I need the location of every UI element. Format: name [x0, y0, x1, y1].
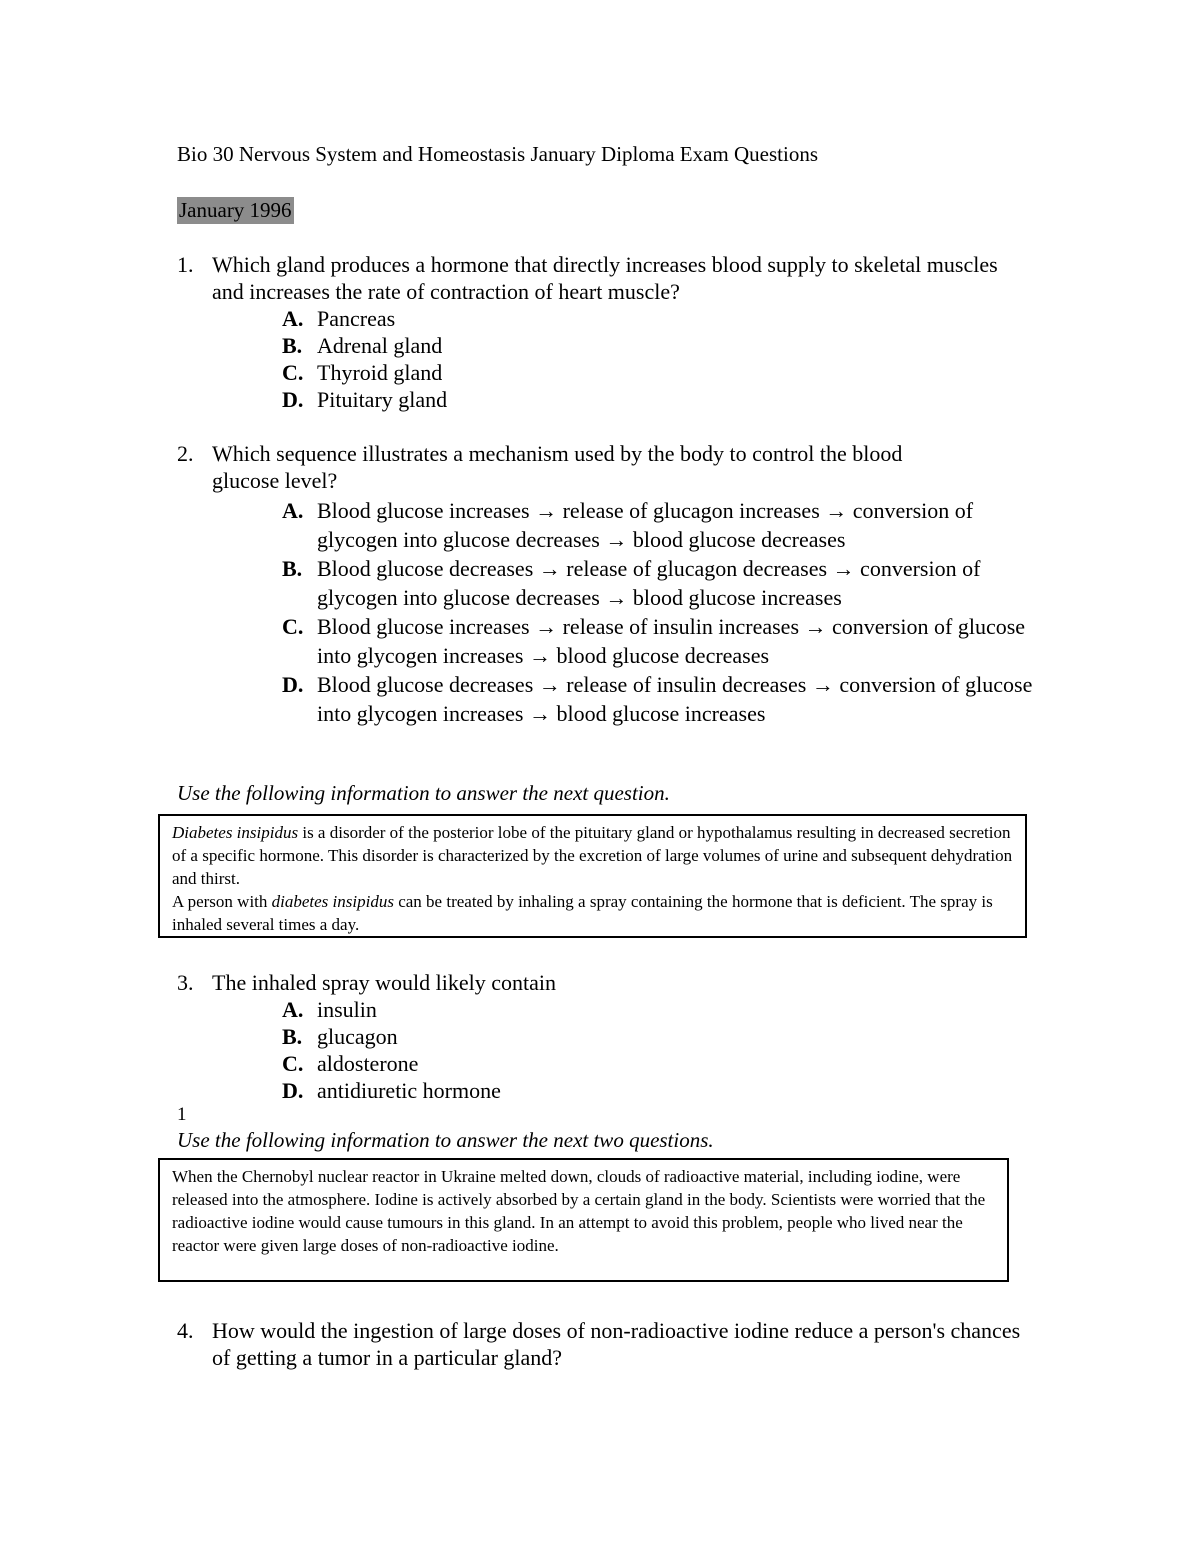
- info-text: is a disorder of the posterior lobe of the pituitary gland or hypothalamus resulting in decreased secretion of a specific hormone. This disorder is characterized by the excretion of large volumes of urine and subsequent dehydration and thirst.: [172, 823, 1013, 888]
- question-number: 1.: [177, 252, 194, 277]
- info-box-chernobyl: [158, 1158, 1009, 1282]
- option-b: [282, 332, 1002, 359]
- option-text: Blood glucose decreases → release of insulin decreases → conversion of glucose into glycogen increases → blood glucose increases: [317, 672, 1033, 726]
- question-stem: Which sequence illustrates a mechanism used by the body to control the blood glucose level?: [212, 441, 903, 493]
- option-c: [282, 1050, 1012, 1077]
- option-a: [282, 496, 1037, 554]
- options-list: [282, 496, 1037, 728]
- option-text: glucagon: [317, 1024, 398, 1049]
- term-italic: Diabetes insipidus: [172, 823, 299, 842]
- question-number: 4.: [177, 1318, 194, 1343]
- option-letter: C.: [282, 614, 304, 639]
- option-letter: C.: [282, 1051, 304, 1076]
- option-letter: B.: [282, 556, 303, 581]
- option-text: insulin: [317, 997, 377, 1022]
- question-number: 3.: [177, 970, 194, 995]
- info-text: When the Chernobyl nuclear reactor in Ukraine melted down, clouds of radioactive material, including iodine, were released into the atmosphere. Iodine is actively absorbed by a certain gland in the body. Scientists were worried that the radioactive iodine would cause tumours in this gland. In an attempt to avoid this problem, people who lived near the reactor were given large doses of non-radioactive iodine.: [172, 1167, 986, 1255]
- option-d: [282, 386, 1002, 413]
- option-c: [282, 612, 1037, 670]
- question-2: [177, 440, 1037, 728]
- instruction-text: Use the following information to answer the next question.: [177, 781, 670, 805]
- option-letter: A.: [282, 997, 304, 1022]
- option-c: [282, 359, 1002, 386]
- option-text: Thyroid gland: [317, 360, 443, 385]
- option-text: antidiuretic hormone: [317, 1078, 501, 1103]
- option-letter: D.: [282, 1078, 304, 1103]
- question-stem: The inhaled spray would likely contain: [212, 970, 556, 995]
- instruction-text: Use the following information to answer the next two questions.: [177, 1128, 714, 1152]
- option-letter: D.: [282, 672, 304, 697]
- page-title: Bio 30 Nervous System and Homeostasis January Diploma Exam Questions: [177, 142, 819, 166]
- page-number: 1: [177, 1104, 187, 1125]
- option-letter: B.: [282, 1024, 303, 1049]
- question-4: [177, 1317, 1022, 1371]
- option-text: Pancreas: [317, 306, 396, 331]
- option-letter: D.: [282, 387, 304, 412]
- option-d: [282, 1077, 1012, 1104]
- info-paragraph: [172, 821, 1013, 890]
- info-box-diabetes: [158, 814, 1027, 938]
- info-text: can be treated by inhaling a spray containing the hormone that is deficient. The spray is inhaled several times a day.: [172, 892, 993, 934]
- option-a: [282, 996, 1012, 1023]
- question-stem: Which gland produces a hormone that directly increases blood supply to skeletal muscles and increases the rate of contraction of heart muscle?: [212, 252, 998, 304]
- option-text: Pituitary gland: [317, 387, 448, 412]
- option-letter: B.: [282, 333, 303, 358]
- option-letter: C.: [282, 360, 304, 385]
- term-italic: diabetes insipidus: [271, 892, 394, 911]
- question-stem: How would the ingestion of large doses of non-radioactive iodine reduce a person's chances of getting a tumor in a particular gland?: [212, 1318, 1021, 1370]
- option-letter: A.: [282, 498, 304, 523]
- option-text: Blood glucose decreases → release of glucagon decreases → conversion of glycogen into glucose decreases → blood glucose increases: [317, 556, 981, 610]
- info-text: A person with: [172, 892, 272, 911]
- question-number: 2.: [177, 441, 194, 466]
- info-paragraph: [172, 890, 1013, 936]
- option-b: [282, 554, 1037, 612]
- option-a: [282, 305, 1002, 332]
- option-text: Blood glucose increases → release of glucagon increases → conversion of glycogen into glucose decreases → blood glucose decreases: [317, 498, 974, 552]
- year-label: January 1996: [179, 198, 292, 222]
- option-d: [282, 670, 1037, 728]
- question-3: [177, 969, 1012, 1104]
- option-text: aldosterone: [317, 1051, 419, 1076]
- options-list: [282, 996, 1012, 1104]
- option-letter: A.: [282, 306, 304, 331]
- question-1: [177, 251, 1002, 413]
- option-text: Blood glucose increases → release of insulin increases → conversion of glucose into glycogen increases → blood glucose decreases: [317, 614, 1026, 668]
- options-list: [282, 305, 1002, 413]
- option-text: Adrenal gland: [317, 333, 443, 358]
- option-b: [282, 1023, 1012, 1050]
